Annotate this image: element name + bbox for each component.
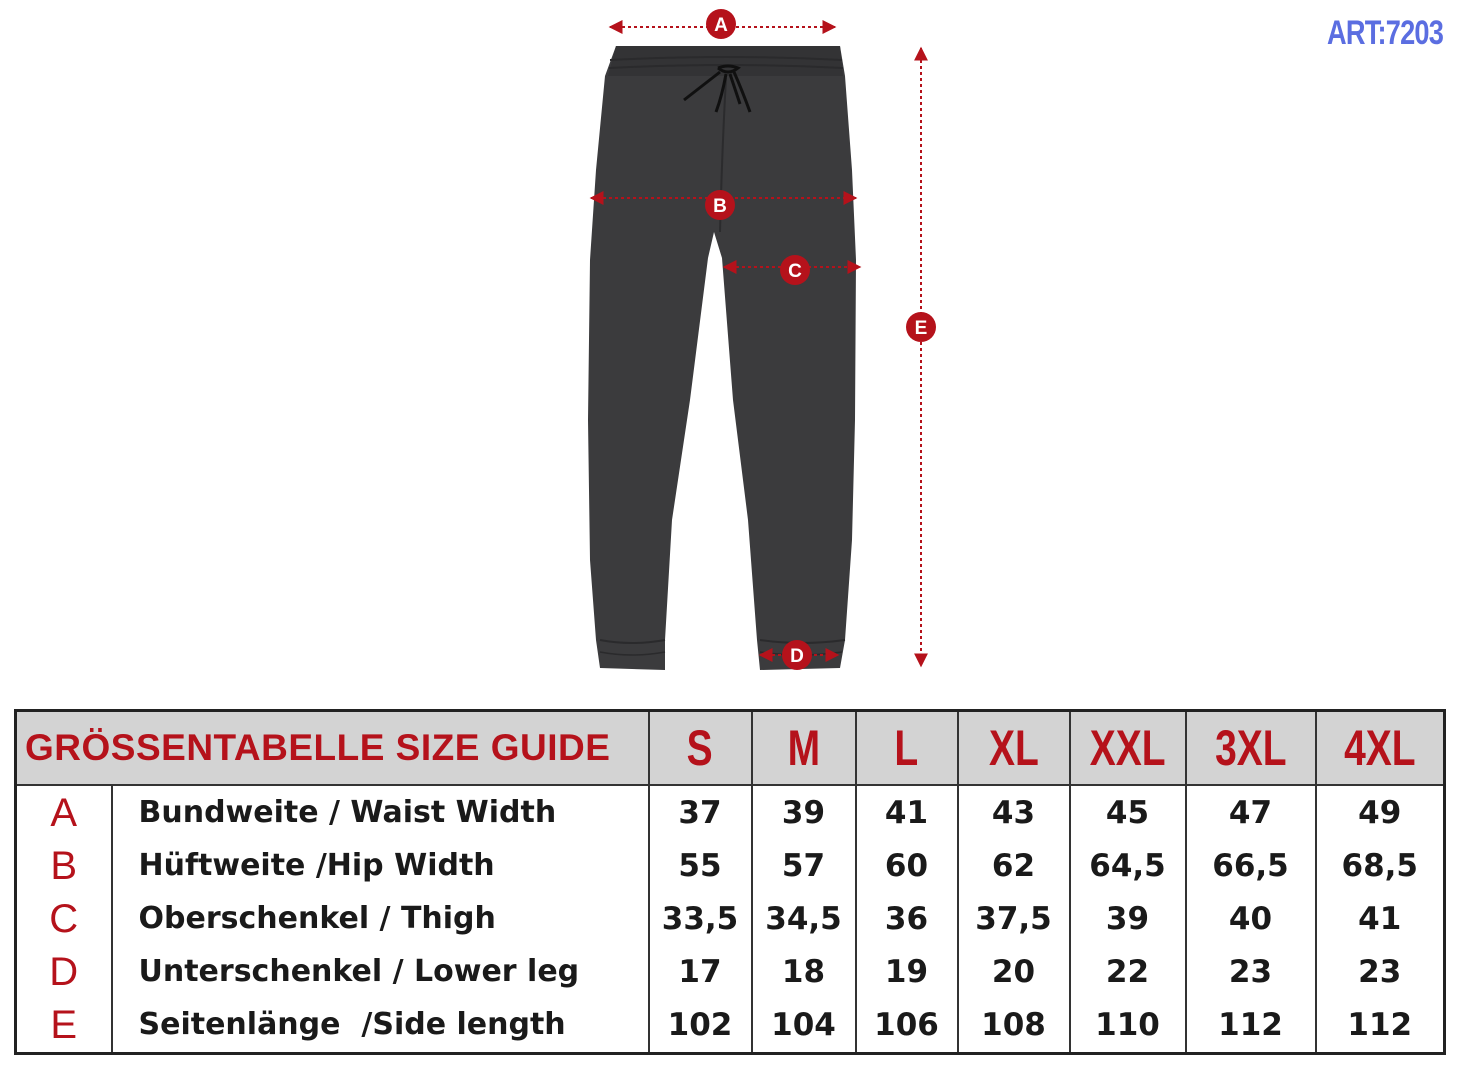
row-label: Oberschenkel / Thigh xyxy=(112,892,649,945)
svg-text:B: B xyxy=(713,196,727,217)
value-cell: 104 xyxy=(752,999,856,1054)
value-cell: 34,5 xyxy=(752,892,856,945)
value-cell: 68,5 xyxy=(1316,839,1445,892)
value-cell: 37,5 xyxy=(958,892,1070,945)
value-cell: 112 xyxy=(1316,999,1445,1054)
svg-text:A: A xyxy=(714,15,728,36)
table-row xyxy=(16,785,1445,839)
row-label: Bundweite / Waist Width xyxy=(112,785,649,839)
size-header-m: M xyxy=(752,711,856,786)
value-cell: 33,5 xyxy=(649,892,752,945)
value-cell: 66,5 xyxy=(1186,839,1316,892)
value-cell: 20 xyxy=(958,946,1070,999)
row-letter: B xyxy=(16,839,112,892)
value-cell: 43 xyxy=(958,785,1070,839)
size-header-s: S xyxy=(649,711,752,786)
value-cell: 17 xyxy=(649,946,752,999)
row-label: Seitenlänge /Side length xyxy=(112,999,649,1054)
value-cell: 47 xyxy=(1186,785,1316,839)
size-header-row xyxy=(16,711,1445,786)
pants-icon xyxy=(588,46,856,670)
marker-c xyxy=(780,255,810,285)
value-cell: 60 xyxy=(856,839,958,892)
value-cell: 112 xyxy=(1186,999,1316,1054)
value-cell: 64,5 xyxy=(1070,839,1186,892)
value-cell: 40 xyxy=(1186,892,1316,945)
value-cell: 57 xyxy=(752,839,856,892)
svg-text:C: C xyxy=(788,261,802,282)
row-label: Hüftweite /Hip Width xyxy=(112,839,649,892)
value-cell: 19 xyxy=(856,946,958,999)
row-letter: D xyxy=(16,946,112,999)
table-row xyxy=(16,839,1445,892)
size-header-xl: XL xyxy=(958,711,1070,786)
table-row xyxy=(16,946,1445,999)
size-header-xxl: XXL xyxy=(1070,711,1186,786)
table-row xyxy=(16,892,1445,945)
table-title: GRÖSSENTABELLE SIZE GUIDE xyxy=(16,711,649,786)
marker-e xyxy=(906,312,936,342)
value-cell: 37 xyxy=(649,785,752,839)
value-cell: 23 xyxy=(1186,946,1316,999)
row-letter: E xyxy=(16,999,112,1054)
size-header-4xl: 4XL xyxy=(1316,711,1445,786)
article-code: ART:7203 xyxy=(1326,14,1443,52)
row-letter: C xyxy=(16,892,112,945)
row-label: Unterschenkel / Lower leg xyxy=(112,946,649,999)
marker-b xyxy=(705,190,735,220)
table-row xyxy=(16,999,1445,1054)
size-guide-table xyxy=(14,709,1446,1055)
value-cell: 36 xyxy=(856,892,958,945)
value-cell: 41 xyxy=(1316,892,1445,945)
value-cell: 39 xyxy=(752,785,856,839)
svg-text:E: E xyxy=(914,318,928,339)
value-cell: 106 xyxy=(856,999,958,1054)
value-cell: 45 xyxy=(1070,785,1186,839)
size-header-3xl: 3XL xyxy=(1186,711,1316,786)
svg-text:D: D xyxy=(790,646,804,667)
value-cell: 39 xyxy=(1070,892,1186,945)
size-header-l: L xyxy=(856,711,958,786)
value-cell: 49 xyxy=(1316,785,1445,839)
value-cell: 18 xyxy=(752,946,856,999)
value-cell: 62 xyxy=(958,839,1070,892)
marker-d xyxy=(782,640,812,670)
value-cell: 23 xyxy=(1316,946,1445,999)
value-cell: 22 xyxy=(1070,946,1186,999)
value-cell: 41 xyxy=(856,785,958,839)
value-cell: 108 xyxy=(958,999,1070,1054)
row-letter: A xyxy=(16,785,112,839)
marker-a xyxy=(706,9,736,39)
value-cell: 102 xyxy=(649,999,752,1054)
value-cell: 110 xyxy=(1070,999,1186,1054)
value-cell: 55 xyxy=(649,839,752,892)
